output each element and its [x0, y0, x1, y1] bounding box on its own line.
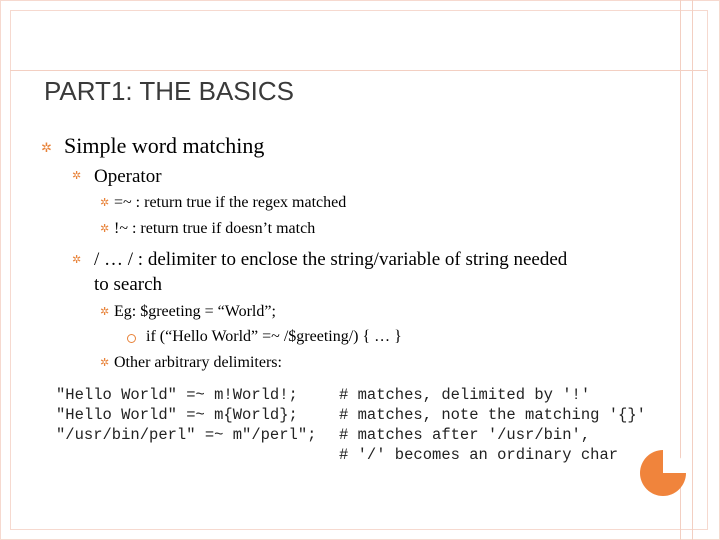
- operator-nomatch-item: !~ : return true if doesn’t match: [114, 220, 316, 237]
- example-eg: Eg: $greeting = “World”;: [114, 303, 276, 320]
- example-other: Other arbitrary delimiters:: [114, 354, 282, 371]
- code-comment: # matches after '/usr/bin',: [339, 426, 591, 444]
- code-line: "Hello World" =~ m!World!;: [56, 386, 298, 404]
- code-line: "Hello World" =~ m{World};: [56, 406, 298, 424]
- sun-bullet-icon: ✲: [72, 170, 82, 182]
- code-comment: # matches, note the matching '{}': [339, 406, 646, 424]
- example-sub: if (“Hello World” =~ /$greeting/) { … }: [146, 328, 402, 345]
- sun-bullet-icon: ✲: [100, 357, 110, 369]
- operator-match-item: =~ : return true if the regex matched: [114, 194, 347, 211]
- bullet-delimiter-line1: / … / : delimiter to enclose the string/variable of string needed: [94, 249, 568, 270]
- slide-title: PART1: THE BASICS: [44, 76, 294, 106]
- code-block: [56, 385, 656, 465]
- decor-line: [692, 0, 693, 540]
- code-comment: # matches, delimited by '!': [339, 386, 591, 404]
- code-line: "/usr/bin/perl" =~ m"/perl";: [56, 426, 317, 444]
- sun-bullet-icon: ✲: [41, 140, 52, 155]
- title-rule: [10, 70, 707, 71]
- bullet-operator: Operator: [94, 166, 162, 187]
- sun-bullet-icon: ✲: [100, 223, 110, 235]
- sun-bullet-icon: ✲: [72, 254, 82, 266]
- circle-bullet-icon: [127, 334, 136, 343]
- bullet-simple-word-matching: Simple word matching: [64, 133, 265, 158]
- sun-bullet-icon: ✲: [100, 306, 110, 318]
- bullet-delimiter-line2: to search: [94, 274, 163, 295]
- pie-decoration-icon: [640, 450, 686, 496]
- code-comment: # '/' becomes an ordinary char: [339, 446, 619, 464]
- sun-bullet-icon: ✲: [100, 197, 110, 209]
